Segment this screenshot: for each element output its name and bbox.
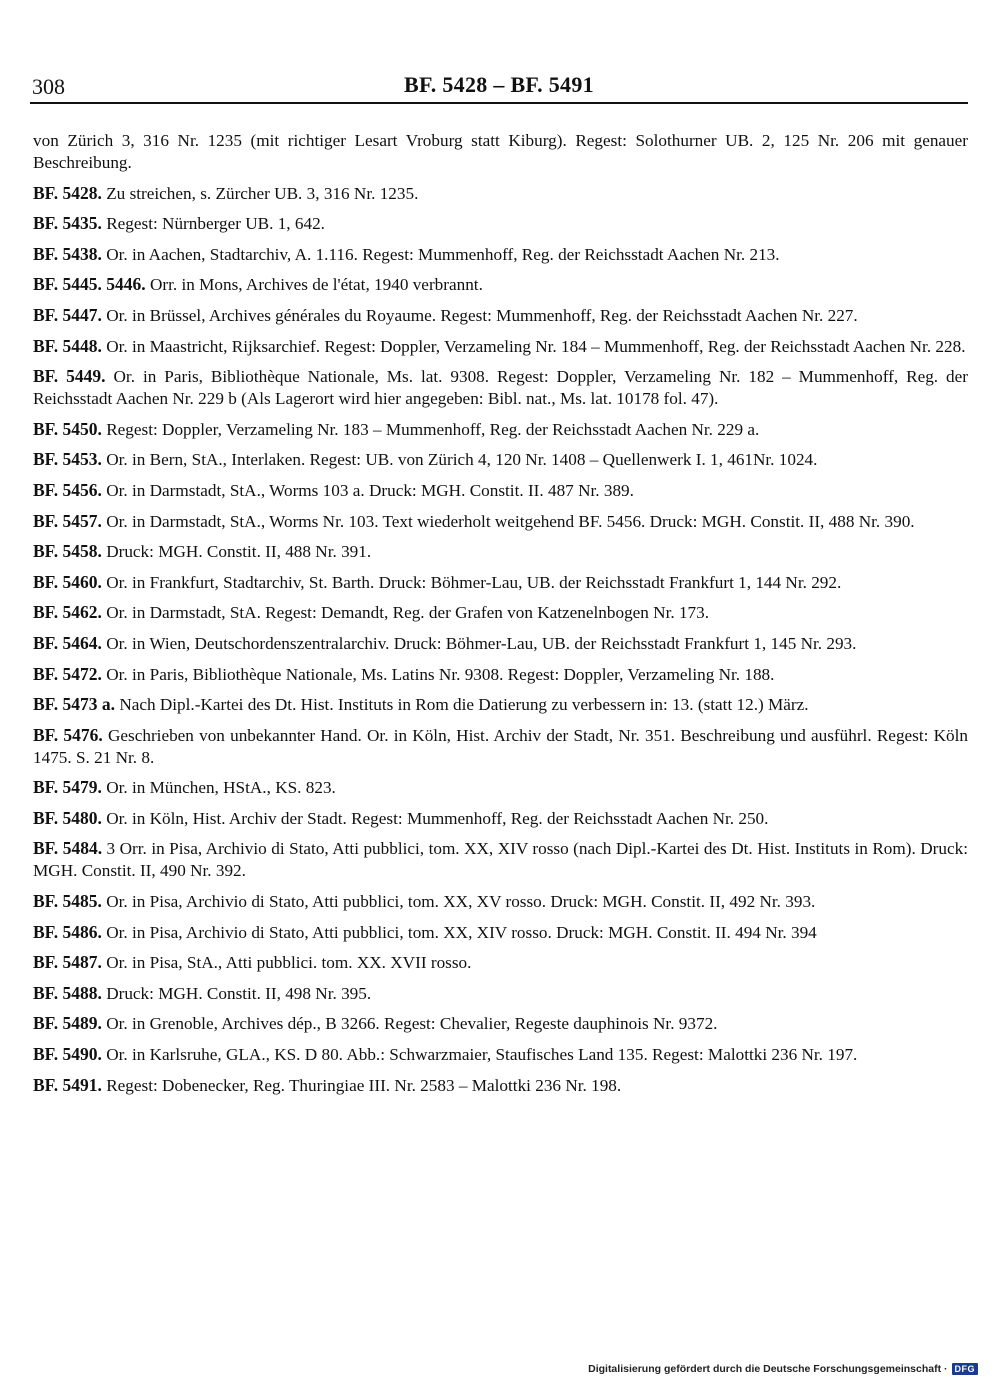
entry-paragraph <box>33 1012 968 1035</box>
entry-text: Or. in Brüssel, Archives générales du Royaume. Regest: Mummenhoff, Reg. der Reichsstadt Aachen Nr. 227. <box>101 305 858 325</box>
entry-paragraph <box>33 571 968 594</box>
entry-paragraph <box>33 1043 968 1066</box>
entry-text: Or. in Grenoble, Archives dép., B 3266. Regest: Chevalier, Regeste dauphinois Nr. 9372. <box>101 1014 718 1034</box>
entry-paragraph <box>33 448 968 471</box>
entry-text: Or. in Paris, Bibliothèque Nationale, Ms. Latins Nr. 9308. Regest: Doppler, Verzameling Nr. 188. <box>101 664 775 684</box>
entry-text: Or. in Darmstadt, StA., Worms Nr. 103. Text wiederholt weitgehend BF. 5456. Druck: MGH. Constit. II, 488 Nr. 390. <box>101 511 915 531</box>
entry-reference: BF. 5447. <box>33 304 102 325</box>
entry-reference: BF. 5445. 5446. <box>33 274 146 295</box>
entry-reference: BF. 5449. <box>33 366 106 387</box>
entry-reference: BF. 5489. <box>33 1013 102 1034</box>
entry-text: Geschrieben von unbekannter Hand. Or. in Köln, Hist. Archiv der Stadt, Nr. 351. Beschreibung und ausführl. Regest: Köln 1475. S. 21 Nr. 8. <box>33 725 968 767</box>
dfg-logo-icon: DFG <box>952 1363 979 1375</box>
entry-text: Regest: Doppler, Verzameling Nr. 183 – Mummenhoff, Reg. der Reichsstadt Aachen Nr. 229 a. <box>101 419 760 439</box>
entry-reference: BF. 5450. <box>33 418 102 439</box>
page-footer <box>588 1363 978 1375</box>
entry-reference: BF. 5480. <box>33 807 102 828</box>
entry-text: 3 Orr. in Pisa, Archivio di Stato, Atti pubblici, tom. XX, XIV rosso (nach Dipl.-Kartei des Dt. Hist. Instituts in Rom). Druck: MGH. Constit. II, 490 Nr. 392. <box>33 839 969 881</box>
entry-paragraph <box>33 418 968 441</box>
entry-paragraph <box>33 365 968 410</box>
entry-paragraph <box>33 304 968 327</box>
entry-reference: BF. 5428. <box>33 182 102 203</box>
entry-text: Regest: Dobenecker, Reg. Thuringiae III. Nr. 2583 – Malottki 236 Nr. 198. <box>101 1075 622 1095</box>
entry-list <box>33 182 968 1097</box>
entry-reference: BF. 5473 a. <box>33 694 116 715</box>
entry-paragraph <box>33 807 968 830</box>
entry-text: Zu streichen, s. Zürcher UB. 3, 316 Nr. 1235. <box>101 183 419 203</box>
entry-paragraph <box>33 479 968 502</box>
entry-reference: BF. 5458. <box>33 541 102 562</box>
entry-text: Druck: MGH. Constit. II, 488 Nr. 391. <box>101 542 372 562</box>
entry-text: Or. in Bern, StA., Interlaken. Regest: UB. von Zürich 4, 120 Nr. 1408 – Quellenwerk I. 1, 461Nr. 1024. <box>101 450 818 470</box>
continuation-paragraph: von Zürich 3, 316 Nr. 1235 (mit richtiger Lesart Vroburg statt Kiburg). Regest: Solothurner UB. 2, 125 Nr. 206 mit genauer Beschreibung. <box>33 131 968 172</box>
entry-text: Orr. in Mons, Archives de l'état, 1940 verbrannt. <box>145 275 483 295</box>
entry-text: Or. in Karlsruhe, GLA., KS. D 80. Abb.: Schwarzmaier, Staufisches Land 135. Regest: Malottki 236 Nr. 197. <box>101 1045 858 1065</box>
entry-text: Or. in Köln, Hist. Archiv der Stadt. Regest: Mummenhoff, Reg. der Reichsstadt Aachen Nr. 250. <box>101 808 769 828</box>
entry-paragraph <box>33 837 968 882</box>
entry-text: Or. in Maastricht, Rijksarchief. Regest: Doppler, Verzameling Nr. 184 – Mummenhoff, Reg. der Reichsstadt Aachen Nr. 228. <box>101 336 966 356</box>
entry-paragraph <box>33 776 968 799</box>
entry-paragraph <box>33 724 968 769</box>
entry-text: Or. in Paris, Bibliothèque Nationale, Ms. lat. 9308. Regest: Doppler, Verzameling Nr. 182 – Mummenhoff, Reg. der Reichsstadt Aachen Nr. 229 b (Als Lagerort wird hier angegeben: Bibl. nat., Ms. lat. 10178 fol. 47). <box>33 367 968 409</box>
entry-text: Or. in München, HStA., KS. 823. <box>101 778 336 798</box>
entry-reference: BF. 5462. <box>33 602 102 623</box>
entry-reference: BF. 5490. <box>33 1044 102 1065</box>
entry-text: Or. in Frankfurt, Stadtarchiv, St. Barth. Druck: Böhmer-Lau, UB. der Reichsstadt Frankfurt 1, 144 Nr. 292. <box>101 572 842 592</box>
entry-reference: BF. 5479. <box>33 777 102 798</box>
entry-reference: BF. 5435. <box>33 213 102 234</box>
page-header <box>30 72 968 104</box>
entry-paragraph <box>33 182 968 205</box>
entry-paragraph <box>33 890 968 913</box>
entry-text: Or. in Wien, Deutschordenszentralarchiv. Druck: Böhmer-Lau, UB. der Reichsstadt Frankfurt 1, 145 Nr. 293. <box>101 633 857 653</box>
entry-paragraph <box>33 510 968 533</box>
entry-paragraph <box>33 982 968 1005</box>
entry-text: Or. in Darmstadt, StA., Worms 103 a. Druck: MGH. Constit. II. 487 Nr. 389. <box>101 480 634 500</box>
entry-paragraph <box>33 601 968 624</box>
entry-text: Regest: Nürnberger UB. 1, 642. <box>101 214 325 234</box>
running-head: BF. 5428 – BF. 5491 <box>404 72 594 97</box>
entry-paragraph <box>33 632 968 655</box>
entry-reference: BF. 5456. <box>33 479 102 500</box>
entry-reference: BF. 5491. <box>33 1074 102 1095</box>
entry-paragraph <box>33 693 968 716</box>
entry-reference: BF. 5484. <box>33 838 103 859</box>
entry-paragraph <box>33 663 968 686</box>
entry-text: Druck: MGH. Constit. II, 498 Nr. 395. <box>101 983 372 1003</box>
entry-paragraph <box>33 335 968 358</box>
entry-paragraph <box>33 212 968 235</box>
entry-paragraph <box>33 243 968 266</box>
entry-reference: BF. 5453. <box>33 449 102 470</box>
entry-reference: BF. 5476. <box>33 724 103 745</box>
entry-text: Or. in Darmstadt, StA. Regest: Demandt, Reg. der Grafen von Katzenelnbogen Nr. 173. <box>101 603 710 623</box>
entry-reference: BF. 5485. <box>33 891 102 912</box>
entry-reference: BF. 5472. <box>33 663 102 684</box>
entry-reference: BF. 5460. <box>33 571 102 592</box>
entry-text: Nach Dipl.-Kartei des Dt. Hist. Instituts in Rom die Datierung zu verbessern in: 13. (statt 12.) März. <box>115 695 809 715</box>
page-body <box>33 130 968 1104</box>
entry-text: Or. in Pisa, StA., Atti pubblici. tom. XX. XVII rosso. <box>101 953 472 973</box>
entry-reference: BF. 5488. <box>33 982 102 1003</box>
entry-text: Or. in Pisa, Archivio di Stato, Atti pubblici, tom. XX, XIV rosso. Druck: MGH. Constit. II. 494 Nr. 394 <box>101 922 817 942</box>
entry-reference: BF. 5438. <box>33 243 102 264</box>
entry-text: Or. in Aachen, Stadtarchiv, A. 1.116. Regest: Mummenhoff, Reg. der Reichsstadt Aachen Nr. 213. <box>101 244 780 264</box>
entry-reference: BF. 5487. <box>33 952 102 973</box>
entry-reference: BF. 5457. <box>33 510 102 531</box>
footer-credit: Digitalisierung gefördert durch die Deutsche Forschungsgemeinschaft · <box>588 1363 948 1375</box>
entry-reference: BF. 5464. <box>33 632 102 653</box>
entry-reference: BF. 5448. <box>33 335 102 356</box>
entry-paragraph <box>33 1074 968 1097</box>
entry-text: Or. in Pisa, Archivio di Stato, Atti pubblici, tom. XX, XV rosso. Druck: MGH. Constit. II, 492 Nr. 393. <box>101 892 816 912</box>
entry-paragraph <box>33 921 968 944</box>
entry-paragraph <box>33 540 968 563</box>
page-number: 308 <box>32 74 65 99</box>
entry-reference: BF. 5486. <box>33 921 102 942</box>
entry-paragraph <box>33 951 968 974</box>
entry-paragraph <box>33 273 968 296</box>
